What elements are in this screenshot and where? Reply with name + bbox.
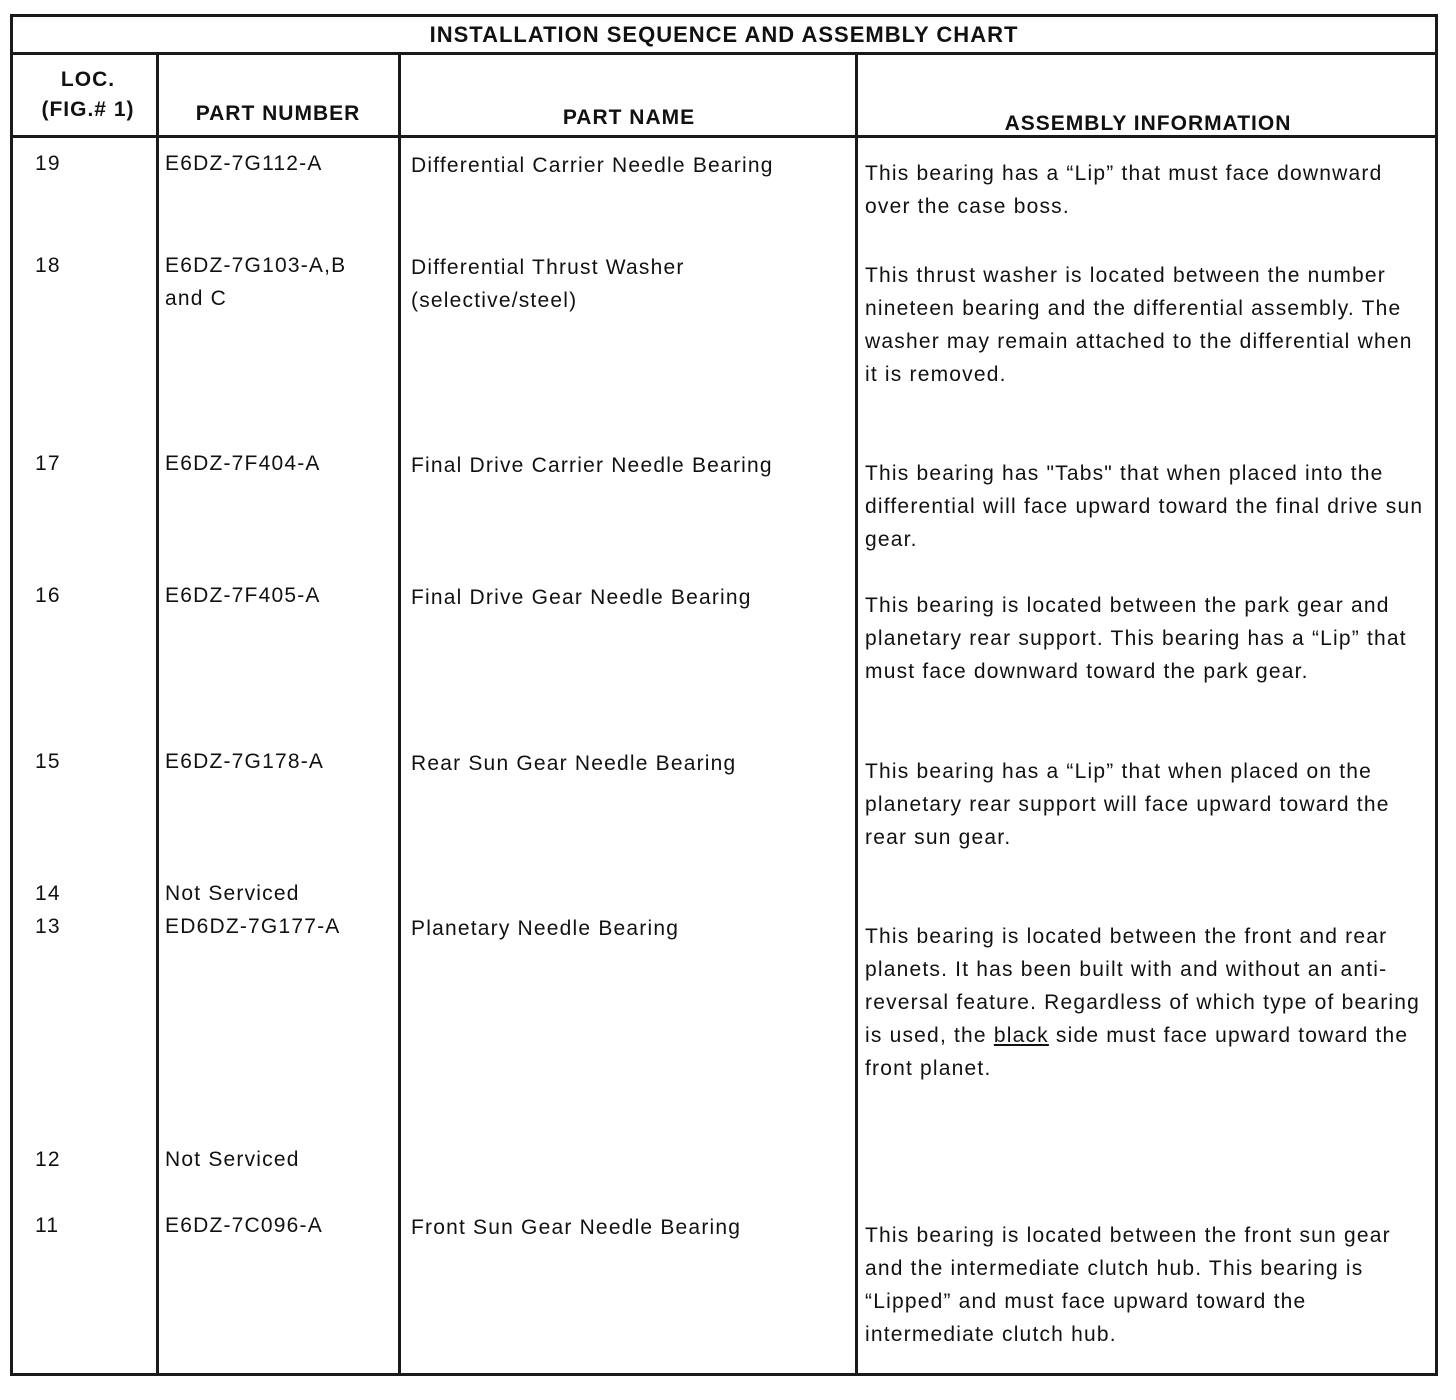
row-assembly-info (865, 920, 1425, 1085)
row-location: 15 (35, 750, 61, 773)
row-location: 11 (35, 1214, 60, 1237)
row-part-name: Final Drive Carrier Needle Bearing (411, 454, 773, 477)
row-location: 14 (35, 882, 61, 905)
row-part-name: Differential Carrier Needle Bearing (411, 154, 774, 177)
row-part-number: Not Serviced (165, 1148, 300, 1171)
row-assembly-info: This bearing is located between the park gear and planetary rear support. This bearing has a “Lip” that must face downward toward the park gear. (865, 594, 1407, 683)
row-assembly-info: This bearing has "Tabs" that when placed into the differential will face upward toward the final drive sun gear. (865, 462, 1424, 551)
header-assembly-information: ASSEMBLY INFORMATION (1004, 112, 1292, 135)
row-part-number: E6DZ-7F405-A (165, 584, 321, 607)
emphasis-black: black (993, 1024, 1049, 1047)
row-location: 13 (35, 915, 61, 938)
row-location: 18 (35, 254, 61, 277)
row-part-number: E6DZ-7G112-A (165, 152, 323, 175)
row-assembly-info-text: side must face upward toward the front planet. (865, 1024, 1409, 1080)
column-divider (398, 55, 401, 1373)
row-assembly-info: This bearing has a “Lip” that when placed on the planetary rear support will face upward toward the rear sun gear. (865, 760, 1390, 849)
row-part-number: E6DZ-7G103-A,B and C (165, 254, 347, 310)
row-part-number: E6DZ-7F404-A (165, 452, 321, 475)
header-location (23, 65, 153, 125)
row-part-number: E6DZ-7G178-A (165, 750, 325, 773)
assembly-chart-table (10, 14, 1438, 1376)
row-location: 19 (35, 152, 61, 175)
header-part-number: PART NUMBER (195, 102, 361, 125)
row-part-name: Differential Thrust Washer (selective/steel) (411, 256, 685, 312)
row-part-name: Planetary Needle Bearing (411, 917, 680, 940)
row-location: 16 (35, 584, 61, 607)
row-assembly-info: This bearing is located between the front sun gear and the intermediate clutch hub. This bearing is “Lipped” and must face upward toward the intermediate clutch hub. (865, 1224, 1391, 1346)
header-location-line1: LOC. (60, 68, 116, 91)
row-location: 12 (35, 1148, 61, 1171)
row-part-name: Final Drive Gear Needle Bearing (411, 586, 752, 609)
row-part-number: Not Serviced (165, 882, 300, 905)
row-assembly-info: This bearing has a “Lip” that must face downward over the case boss. (865, 162, 1383, 218)
row-part-number: E6DZ-7C096-A (165, 1214, 323, 1237)
row-assembly-info-text: This bearing is located between the front and rear planets. It has been built with and without an anti-reversal feature. Regardless of which type of bearing is used, the (865, 925, 1421, 1047)
column-divider (855, 55, 858, 1373)
row-part-name: Rear Sun Gear Needle Bearing (411, 752, 737, 775)
row-part-number: ED6DZ-7G177-A (165, 915, 341, 938)
chart-title: INSTALLATION SEQUENCE AND ASSEMBLY CHART (13, 17, 1435, 55)
column-divider (156, 55, 159, 1373)
row-part-name: Front Sun Gear Needle Bearing (411, 1216, 742, 1239)
row-location: 17 (35, 452, 61, 475)
header-part-name: PART NAME (562, 106, 696, 129)
header-location-line2: (FIG.# 1) (41, 98, 135, 121)
row-assembly-info: This thrust washer is located between the number nineteen bearing and the differential assembly. The washer may remain attached to the differential when it is removed. (865, 264, 1413, 386)
